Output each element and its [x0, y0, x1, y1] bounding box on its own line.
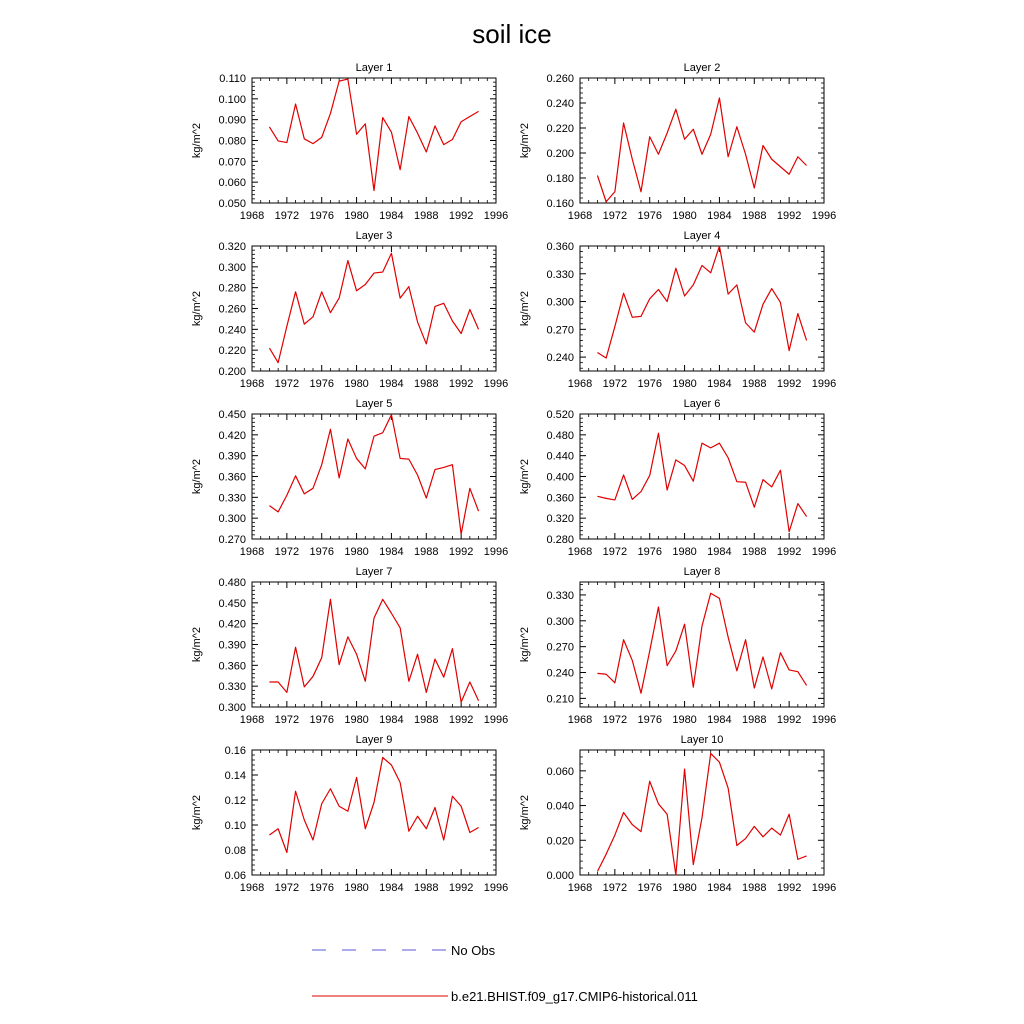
x-tick-label: 1980	[344, 210, 369, 222]
x-tick-label: 1968	[239, 714, 265, 726]
plot-frame	[252, 750, 496, 875]
x-tick-label: 1968	[239, 210, 265, 222]
panel-title: Layer 6	[683, 398, 721, 410]
x-tick-label: 1976	[637, 210, 662, 222]
x-tick-label: 1980	[672, 714, 697, 726]
x-tick-label: 1988	[414, 378, 439, 390]
x-tick-label: 1984	[379, 714, 404, 726]
plot-frame	[580, 78, 824, 203]
y-tick-label: 0.240	[546, 98, 574, 110]
x-tick-label: 1972	[602, 882, 628, 894]
y-axis-label: kg/m^2	[519, 626, 531, 663]
x-tick-label: 1984	[707, 546, 732, 558]
x-tick-label: 1992	[448, 210, 474, 222]
x-tick-label: 1984	[707, 714, 732, 726]
x-tick-label: 1984	[379, 546, 404, 558]
x-tick-label: 1996	[811, 546, 837, 558]
panel-title: Layer 3	[355, 230, 393, 242]
panel-title: Layer 7	[355, 566, 393, 578]
y-tick-label: 0.110	[219, 73, 246, 85]
y-tick-label: 0.12	[224, 795, 246, 807]
x-tick-label: 1988	[414, 714, 439, 726]
panel-layer-6	[519, 398, 836, 558]
x-tick-label: 1972	[602, 378, 628, 390]
panel-title: Layer 1	[355, 62, 393, 74]
x-tick-label: 1976	[637, 714, 662, 726]
y-tick-label: 0.070	[218, 156, 246, 169]
x-tick-label: 1972	[274, 378, 300, 390]
y-tick-label: 0.180	[546, 173, 574, 185]
x-tick-label: 1996	[483, 546, 509, 558]
x-tick-label: 1972	[602, 714, 628, 726]
x-tick-label: 1984	[707, 882, 732, 894]
y-axis-label: kg/m^2	[191, 458, 203, 495]
x-tick-label: 1976	[309, 714, 334, 726]
panel-layer-5	[191, 398, 508, 558]
x-tick-label: 1992	[448, 882, 474, 894]
y-tick-label: 0.330	[218, 492, 246, 505]
x-tick-label: 1984	[707, 210, 732, 222]
x-tick-label: 1968	[239, 546, 265, 558]
panel-layer-9	[191, 734, 508, 894]
y-tick-label: 0.360	[218, 471, 246, 484]
series-line-model	[269, 758, 478, 853]
series-line-model	[269, 415, 478, 534]
panels-group	[191, 62, 836, 894]
x-tick-label: 1972	[274, 714, 300, 726]
x-tick-label: 1992	[776, 546, 802, 558]
y-tick-label: 0.320	[546, 513, 574, 526]
x-tick-label: 1996	[811, 210, 837, 222]
panel-layer-1	[191, 62, 508, 222]
y-tick-label: 0.390	[218, 450, 246, 463]
y-tick-label: 0.050	[218, 198, 246, 210]
series-line-model	[597, 753, 806, 875]
y-tick-label: 0.270	[546, 641, 574, 654]
y-axis-label: kg/m^2	[519, 290, 531, 327]
y-tick-label: 0.330	[546, 268, 574, 281]
y-tick-label: 0.200	[546, 148, 574, 160]
x-tick-label: 1996	[811, 714, 837, 726]
x-tick-label: 1968	[567, 210, 593, 222]
x-tick-label: 1976	[309, 546, 334, 558]
y-tick-label: 0.060	[218, 177, 246, 190]
x-tick-label: 1976	[637, 882, 662, 894]
y-tick-label: 0.330	[546, 589, 574, 602]
y-tick-label: 0.080	[218, 135, 246, 148]
y-tick-label: 0.360	[546, 492, 574, 505]
y-tick-label: 0.060	[546, 765, 574, 778]
y-tick-label: 0.400	[546, 471, 574, 484]
series-line-model	[597, 593, 806, 693]
y-axis-label: kg/m^2	[191, 626, 203, 663]
panel-layer-3	[191, 230, 508, 390]
y-tick-label: 0.300	[546, 615, 574, 628]
y-tick-label: 0.100	[218, 93, 246, 106]
y-tick-label: 0.280	[546, 534, 574, 546]
x-tick-label: 1972	[602, 546, 628, 558]
x-tick-label: 1976	[637, 546, 662, 558]
x-tick-label: 1996	[483, 210, 509, 222]
series-line-model	[269, 253, 478, 362]
x-tick-label: 1988	[742, 210, 767, 222]
x-tick-label: 1988	[414, 882, 439, 894]
x-tick-label: 1980	[672, 210, 697, 222]
panel-title: Layer 10	[680, 734, 724, 746]
x-tick-label: 1980	[344, 378, 369, 390]
x-tick-label: 1996	[811, 882, 837, 894]
y-tick-label: 0.020	[546, 835, 574, 848]
y-tick-label: 0.220	[218, 345, 246, 358]
y-tick-label: 0.450	[218, 409, 246, 421]
x-tick-label: 1972	[274, 546, 300, 558]
y-axis-label: kg/m^2	[519, 794, 531, 831]
x-tick-label: 1968	[567, 714, 593, 726]
x-tick-label: 1968	[567, 378, 593, 390]
x-tick-label: 1980	[344, 714, 369, 726]
y-tick-label: 0.480	[546, 429, 574, 442]
panel-layer-8	[519, 566, 836, 726]
y-tick-label: 0.08	[224, 845, 246, 857]
y-tick-label: 0.040	[546, 800, 574, 813]
series-line-model	[597, 98, 806, 202]
x-tick-label: 1976	[309, 882, 334, 894]
y-axis-label: kg/m^2	[519, 458, 531, 495]
y-axis-label: kg/m^2	[191, 794, 203, 831]
x-tick-label: 1992	[776, 714, 802, 726]
y-tick-label: 0.480	[218, 577, 246, 589]
y-tick-label: 0.10	[224, 820, 246, 832]
y-tick-label: 0.280	[218, 282, 246, 295]
x-tick-label: 1996	[483, 714, 509, 726]
panel-layer-4	[519, 230, 836, 390]
plot-frame	[580, 246, 824, 371]
legend	[312, 943, 698, 1004]
x-tick-label: 1976	[309, 210, 334, 222]
plot-frame	[580, 750, 824, 875]
y-tick-label: 0.440	[546, 450, 574, 463]
x-tick-label: 1992	[776, 210, 802, 222]
y-tick-label: 0.300	[218, 261, 246, 274]
x-tick-label: 1968	[567, 546, 593, 558]
legend-model-label: b.e21.BHIST.f09_g17.CMIP6-historical.011	[451, 989, 698, 1004]
x-tick-label: 1988	[742, 882, 767, 894]
x-tick-label: 1988	[742, 714, 767, 726]
x-tick-label: 1992	[776, 882, 802, 894]
y-tick-label: 0.390	[218, 639, 246, 652]
y-tick-label: 0.16	[224, 745, 246, 757]
y-tick-label: 0.320	[218, 241, 246, 253]
x-tick-label: 1972	[274, 882, 300, 894]
y-tick-label: 0.200	[218, 366, 246, 378]
y-tick-label: 0.520	[546, 409, 574, 421]
panel-layer-10	[519, 734, 836, 894]
x-tick-label: 1988	[414, 210, 439, 222]
y-axis-label: kg/m^2	[519, 122, 531, 159]
figure-title: soil ice	[472, 19, 552, 49]
y-tick-label: 0.300	[218, 513, 246, 526]
x-tick-label: 1980	[344, 546, 369, 558]
y-tick-label: 0.360	[546, 241, 574, 253]
x-tick-label: 1972	[602, 210, 628, 222]
x-tick-label: 1992	[448, 714, 474, 726]
x-tick-label: 1980	[672, 546, 697, 558]
y-tick-label: 0.450	[218, 597, 246, 610]
panel-title: Layer 4	[683, 230, 721, 242]
y-tick-label: 0.210	[546, 693, 574, 706]
y-tick-label: 0.270	[218, 534, 246, 546]
x-tick-label: 1984	[379, 378, 404, 390]
x-tick-label: 1992	[448, 378, 474, 390]
x-tick-label: 1968	[239, 882, 265, 894]
x-tick-label: 1996	[483, 882, 509, 894]
x-tick-label: 1976	[309, 378, 334, 390]
y-tick-label: 0.240	[546, 352, 574, 365]
series-line-model	[597, 433, 806, 531]
x-tick-label: 1984	[379, 882, 404, 894]
x-tick-label: 1992	[776, 378, 802, 390]
y-tick-label: 0.300	[546, 296, 574, 309]
x-tick-label: 1980	[672, 378, 697, 390]
y-tick-label: 0.300	[218, 702, 246, 714]
plot-frame	[252, 78, 496, 203]
y-tick-label: 0.360	[218, 660, 246, 673]
plot-frame	[580, 582, 824, 707]
x-tick-label: 1968	[567, 882, 593, 894]
x-tick-label: 1980	[344, 882, 369, 894]
x-tick-label: 1972	[274, 210, 300, 222]
y-tick-label: 0.240	[546, 667, 574, 680]
y-axis-label: kg/m^2	[191, 290, 203, 327]
y-tick-label: 0.260	[546, 73, 574, 85]
y-tick-label: 0.420	[218, 429, 246, 442]
panel-title: Layer 5	[355, 398, 393, 410]
x-tick-label: 1992	[448, 546, 474, 558]
y-tick-label: 0.14	[224, 770, 246, 782]
y-tick-label: 0.240	[218, 324, 246, 337]
panel-title: Layer 2	[683, 62, 721, 74]
x-tick-label: 1968	[239, 378, 265, 390]
y-tick-label: 0.330	[218, 681, 246, 694]
series-line-model	[269, 599, 478, 702]
legend-obs-label: No Obs	[451, 943, 496, 958]
y-tick-label: 0.06	[224, 870, 246, 882]
y-tick-label: 0.270	[546, 324, 574, 337]
y-tick-label: 0.420	[218, 618, 246, 631]
x-tick-label: 1984	[707, 378, 732, 390]
x-tick-label: 1988	[742, 546, 767, 558]
y-tick-label: 0.220	[546, 123, 574, 135]
y-axis-label: kg/m^2	[191, 122, 203, 159]
x-tick-label: 1996	[483, 378, 509, 390]
x-tick-label: 1976	[637, 378, 662, 390]
panel-title: Layer 9	[355, 734, 393, 746]
y-tick-label: 0.260	[218, 303, 246, 316]
x-tick-label: 1988	[742, 378, 767, 390]
y-tick-label: 0.090	[218, 114, 246, 127]
x-tick-label: 1996	[811, 378, 837, 390]
plot-frame	[252, 246, 496, 371]
series-line-model	[269, 79, 478, 190]
y-tick-label: 0.160	[546, 198, 574, 210]
y-tick-label: 0.000	[546, 870, 574, 882]
x-tick-label: 1984	[379, 210, 404, 222]
panel-title: Layer 8	[683, 566, 721, 578]
panel-layer-7	[191, 566, 508, 726]
series-line-model	[597, 246, 806, 358]
x-tick-label: 1980	[672, 882, 697, 894]
panel-layer-2	[519, 62, 836, 222]
x-tick-label: 1988	[414, 546, 439, 558]
